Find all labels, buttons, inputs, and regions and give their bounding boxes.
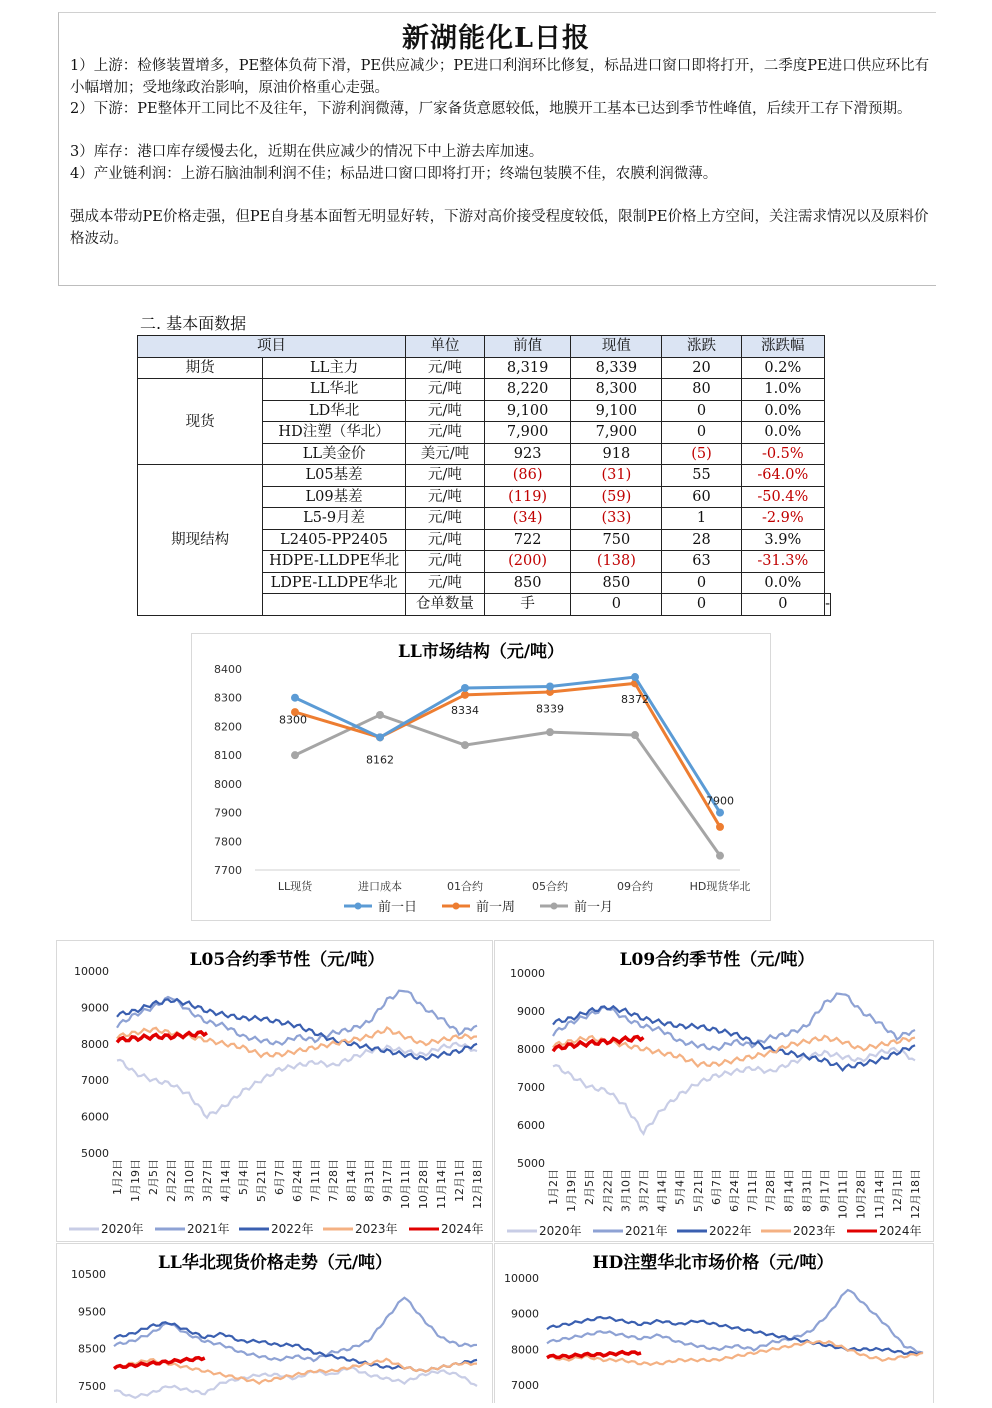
x-tick-label: 6月7日 — [273, 1159, 286, 1195]
legend-label: 前一月 — [574, 900, 614, 915]
cell-curr: 850 — [571, 572, 662, 594]
x-tick-label: 5月21日 — [255, 1159, 268, 1202]
paragraph-upstream: 1）上游：检修装置增多，PE整体负荷下滑，PE供应减少；PE进口利润环比修复，标品进口窗口即将打开，二季度PE进口供应环比有小幅增加；受地缘政治影响，原油价格重心走强。 — [70, 58, 930, 96]
x-tick-label: 3月10日 — [183, 1159, 196, 1202]
fundamental-data-table — [137, 335, 831, 616]
cell-chg: 0 — [741, 594, 825, 616]
x-tick-label: 3月27日 — [637, 1169, 651, 1212]
x-tick-label: 10月11日 — [399, 1159, 412, 1209]
cell-item: LL华北 — [263, 379, 406, 401]
section-heading: 二. 基本面数据 — [140, 314, 247, 333]
x-tick-label: LL现货 — [277, 880, 313, 893]
y-tick-label: 8200 — [214, 720, 242, 734]
x-tick-label: 2月22日 — [165, 1159, 178, 1202]
cell-chg: 20 — [662, 357, 741, 379]
cell-curr: 8,300 — [571, 379, 662, 401]
cell-unit: 元/吨 — [405, 465, 484, 487]
x-tick-label: 8月31日 — [363, 1159, 376, 1202]
cell-unit: 元/吨 — [405, 357, 484, 379]
cell-curr: (31) — [571, 465, 662, 487]
header-item: 项目 — [138, 336, 406, 358]
x-tick-label: 4月14日 — [219, 1159, 232, 1202]
x-tick-label: 01合约 — [447, 880, 483, 893]
data-point — [546, 728, 554, 736]
cell-prev: (34) — [484, 508, 570, 530]
y-tick-label: 7000 — [511, 1379, 539, 1392]
legend-label: 2023年 — [355, 1222, 398, 1236]
x-tick-label: 1月19日 — [565, 1169, 579, 1212]
x-tick-label: 7月28日 — [764, 1169, 778, 1212]
cell-curr: 7,900 — [571, 422, 662, 444]
y-tick-label: 5000 — [517, 1157, 545, 1170]
legend-marker — [355, 903, 362, 910]
ll-north-spot-chart — [56, 1243, 493, 1403]
legend-label: 2024年 — [879, 1224, 922, 1238]
l05-seasonality-chart — [56, 940, 493, 1242]
y-tick-label: 8000 — [511, 1343, 539, 1357]
y-tick-label: 5000 — [81, 1147, 109, 1160]
header-unit: 单位 — [405, 336, 484, 358]
header-prev: 前值 — [484, 336, 570, 358]
y-tick-label: 7700 — [214, 864, 242, 877]
data-point — [716, 809, 724, 817]
market-structure-svg — [192, 634, 770, 920]
x-tick-label: 进口成本 — [358, 880, 402, 893]
y-tick-label: 8000 — [81, 1037, 109, 1051]
y-tick-label: 10000 — [510, 967, 545, 980]
table-row — [138, 357, 831, 379]
cell-chg: 80 — [662, 379, 741, 401]
x-tick-label: 4月14日 — [655, 1169, 669, 1212]
x-tick-label: 2月22日 — [601, 1169, 615, 1212]
x-tick-label: 9月17日 — [381, 1159, 394, 1202]
data-label: 8339 — [536, 702, 564, 716]
y-tick-label: 9500 — [78, 1305, 106, 1319]
cell-pct: -50.4% — [741, 486, 825, 508]
x-tick-label: 1月2日 — [547, 1169, 560, 1205]
x-tick-label: 2月5日 — [583, 1169, 597, 1205]
cell-unit: 元/吨 — [405, 508, 484, 530]
x-tick-label: 7月11日 — [309, 1159, 322, 1202]
cell-unit: 手 — [484, 594, 570, 616]
cell-item: L09基差 — [263, 486, 406, 508]
legend-label: 2022年 — [709, 1224, 752, 1238]
x-tick-label: 2月5日 — [147, 1159, 160, 1195]
data-point — [716, 852, 724, 860]
cell-item: LDPE-LLDPE华北 — [263, 572, 406, 594]
legend-label: 2022年 — [271, 1222, 314, 1236]
cell-unit: 元/吨 — [405, 572, 484, 594]
legend-label: 2021年 — [187, 1222, 230, 1236]
y-tick-label: 10000 — [504, 1272, 539, 1285]
group-futures: 期货 — [138, 357, 263, 379]
cell-pct: 0.2% — [741, 357, 825, 379]
cell-pct: 0.0% — [741, 422, 825, 444]
cell-item: L5-9月差 — [263, 508, 406, 530]
cell-item: HDPE-LLDPE华北 — [263, 551, 406, 573]
cell-prev: 8,319 — [484, 357, 570, 379]
y-tick-label: 8000 — [517, 1043, 545, 1056]
cell-unit: 元/吨 — [405, 400, 484, 422]
data-point — [461, 684, 469, 692]
data-point — [291, 694, 299, 702]
legend-label: 2023年 — [793, 1224, 836, 1238]
data-point — [461, 741, 469, 749]
data-point — [631, 673, 639, 681]
y-tick-label: 10000 — [74, 965, 109, 978]
legend-marker — [453, 903, 460, 910]
legend-label: 2024年 — [441, 1222, 484, 1236]
data-point — [291, 751, 299, 759]
group-blank — [263, 594, 406, 616]
x-tick-label: 3月27日 — [201, 1159, 214, 1202]
series-line — [295, 683, 720, 827]
y-tick-label: 7000 — [517, 1081, 545, 1094]
x-tick-label: 7月11日 — [746, 1169, 760, 1212]
cell-curr: (138) — [571, 551, 662, 573]
cell-curr: 0 — [662, 594, 741, 616]
data-point — [461, 691, 469, 699]
cell-prev: 923 — [484, 443, 570, 465]
y-tick-label: 9000 — [517, 1005, 545, 1018]
x-tick-label: 3月10日 — [619, 1169, 633, 1212]
y-tick-label: 8000 — [214, 777, 242, 791]
l05-seasonality-svg — [57, 941, 492, 1241]
chart-title: LL市场结构（元/吨） — [397, 642, 565, 662]
series-line — [295, 715, 720, 856]
y-tick-label: 8300 — [214, 691, 242, 705]
x-tick-label: 1月2日 — [111, 1159, 124, 1195]
cell-unit: 美元/吨 — [405, 443, 484, 465]
cell-chg: (5) — [662, 443, 741, 465]
cell-chg: 0 — [662, 422, 741, 444]
series-line — [547, 1352, 641, 1358]
y-tick-label: 8100 — [214, 749, 242, 763]
cell-item: L05基差 — [263, 465, 406, 487]
cell-curr: 750 — [571, 529, 662, 551]
cell-prev: 9,100 — [484, 400, 570, 422]
x-tick-label: 12月1日 — [453, 1159, 466, 1202]
cell-chg: 0 — [662, 572, 741, 594]
paragraph-profit: 4）产业链利润：上游石脑油制利润不佳；标品进口窗口即将打开；终端包装膜不佳，农膜利润微薄。 — [70, 166, 718, 182]
header-change-pct: 涨跌幅 — [741, 336, 825, 358]
hd-injection-svg — [495, 1244, 933, 1404]
legend-marker — [551, 903, 558, 910]
cell-prev: (86) — [484, 465, 570, 487]
cell-chg: 60 — [662, 486, 741, 508]
cell-unit: 元/吨 — [405, 379, 484, 401]
data-label: 8372 — [621, 693, 649, 707]
x-tick-label: 6月24日 — [291, 1159, 304, 1202]
x-tick-label: 12月18日 — [471, 1159, 484, 1209]
y-tick-label: 9000 — [81, 1001, 109, 1015]
cell-prev: 0 — [571, 594, 662, 616]
l09-seasonality-svg — [495, 941, 933, 1241]
x-tick-label: 11月14日 — [435, 1159, 448, 1209]
cell-item: 仓单数量 — [405, 594, 484, 616]
x-tick-label: 05合约 — [532, 880, 568, 893]
cell-prev: (200) — [484, 551, 570, 573]
cell-chg: 1 — [662, 508, 741, 530]
series-line — [114, 1367, 477, 1397]
cell-pct: -2.9% — [741, 508, 825, 530]
legend-label: 2020年 — [539, 1224, 582, 1238]
cell-unit: 元/吨 — [405, 486, 484, 508]
cell-pct: 0.0% — [741, 400, 825, 422]
x-tick-label: 9月17日 — [818, 1169, 832, 1212]
cell-chg: 0 — [662, 400, 741, 422]
group-spot: 现货 — [138, 379, 263, 465]
cell-unit: 元/吨 — [405, 422, 484, 444]
chart-title: L09合约季节性（元/吨） — [619, 950, 815, 970]
cell-item: LL美金价 — [263, 443, 406, 465]
series-line — [547, 1290, 923, 1353]
cell-chg: 63 — [662, 551, 741, 573]
y-tick-label: 10500 — [71, 1268, 106, 1281]
data-label: 8300 — [279, 713, 307, 727]
x-tick-label: 6月7日 — [709, 1169, 723, 1205]
series-line — [547, 1317, 923, 1354]
chart-title: LL华北现货价格走势（元/吨） — [157, 1253, 393, 1273]
cell-prev: 722 — [484, 529, 570, 551]
x-tick-label: 5月4日 — [673, 1169, 687, 1205]
y-tick-label: 9000 — [511, 1307, 539, 1321]
series-line — [295, 677, 720, 813]
y-tick-label: 8400 — [214, 663, 242, 676]
cell-item: LL主力 — [263, 357, 406, 379]
series-line — [117, 1043, 477, 1118]
cell-chg: 28 — [662, 529, 741, 551]
cell-item: LD华北 — [263, 400, 406, 422]
cell-prev: 850 — [484, 572, 570, 594]
chart-title: L05合约季节性（元/吨） — [189, 950, 385, 970]
y-tick-label: 7500 — [78, 1380, 106, 1393]
x-tick-label: 8月14日 — [345, 1159, 358, 1202]
paragraph-conclusion: 强成本带动PE价格走强，但PE自身基本面暂无明显好转，下游对高价接受程度较低，限制PE价格上方空间，关注需求情况以及原料价格波动。 — [70, 209, 929, 247]
l09-seasonality-chart — [494, 940, 934, 1242]
y-tick-label: 8500 — [78, 1342, 106, 1356]
legend-label: 前一周 — [476, 900, 516, 915]
group-structure: 期现结构 — [138, 465, 263, 616]
data-point — [716, 823, 724, 831]
x-tick-label: 5月4日 — [237, 1159, 250, 1195]
header-curr: 现值 — [571, 336, 662, 358]
header-change: 涨跌 — [662, 336, 741, 358]
cell-curr: (33) — [571, 508, 662, 530]
y-tick-label: 7900 — [214, 806, 242, 820]
cell-pct: 1.0% — [741, 379, 825, 401]
chart-title: HD注塑华北市场价格（元/吨） — [592, 1253, 834, 1273]
data-label: 8162 — [366, 753, 394, 767]
x-tick-label: 12月1日 — [890, 1169, 904, 1212]
data-point — [376, 711, 384, 719]
legend-label: 2020年 — [101, 1222, 144, 1236]
cell-prev: 8,220 — [484, 379, 570, 401]
series-line — [553, 1037, 644, 1052]
data-point — [376, 733, 384, 741]
x-tick-label: 11月14日 — [872, 1169, 886, 1219]
y-tick-label: 7000 — [81, 1074, 109, 1088]
x-tick-label: 12月18日 — [909, 1169, 922, 1219]
x-tick-label: 5月21日 — [691, 1169, 705, 1212]
cell-prev: (119) — [484, 486, 570, 508]
data-label: 8334 — [451, 703, 479, 717]
cell-unit: 元/吨 — [405, 529, 484, 551]
cell-curr: 8,339 — [571, 357, 662, 379]
x-tick-label: 6月24日 — [728, 1169, 741, 1212]
ll-north-spot-svg — [57, 1244, 492, 1404]
x-tick-label: 10月28日 — [854, 1169, 868, 1219]
legend-label: 前一日 — [378, 900, 418, 915]
x-tick-label: 8月14日 — [782, 1169, 796, 1212]
data-point — [631, 731, 639, 739]
cell-prev: 7,900 — [484, 422, 570, 444]
cell-pct: - — [825, 594, 831, 616]
paragraph-inventory: 3）库存：港口库存缓慢去化，近期在供应减少的情况下中上游去库加速。 — [70, 144, 544, 160]
legend-label: 2021年 — [625, 1224, 668, 1238]
x-tick-label: 8月31日 — [800, 1169, 814, 1212]
x-tick-label: 09合约 — [617, 880, 653, 893]
cell-pct: -0.5% — [741, 443, 825, 465]
cell-pct: 0.0% — [741, 572, 825, 594]
cell-pct: -64.0% — [741, 465, 825, 487]
cell-curr: 918 — [571, 443, 662, 465]
paragraph-downstream: 2）下游：PE整体开工同比不及往年，下游利润微薄，厂家备货意愿较低，地膜开工基本已达到季节性峰值，后续开工存下滑预期。 — [70, 101, 912, 117]
x-tick-label: 10月28日 — [417, 1159, 430, 1209]
table-header-row — [138, 336, 831, 358]
cell-curr: 9,100 — [571, 400, 662, 422]
y-tick-label: 7800 — [214, 835, 242, 849]
cell-item: HD注塑（华北） — [263, 422, 406, 444]
y-tick-label: 6000 — [81, 1110, 109, 1124]
series-line — [114, 1298, 477, 1361]
x-tick-label: 7月28日 — [327, 1159, 340, 1202]
report-title: 新湖能化L日报 — [402, 23, 590, 54]
table-row — [138, 379, 831, 401]
x-tick-label: 1月19日 — [129, 1159, 142, 1202]
cell-chg: 55 — [662, 465, 741, 487]
cell-curr: (59) — [571, 486, 662, 508]
cell-item: L2405-PP2405 — [263, 529, 406, 551]
table-row — [138, 465, 831, 487]
data-point — [546, 683, 554, 691]
cell-unit: 元/吨 — [405, 551, 484, 573]
y-tick-label: 6000 — [517, 1119, 545, 1132]
hd-injection-chart — [494, 1243, 934, 1403]
cell-pct: 3.9% — [741, 529, 825, 551]
data-label: 7900 — [706, 794, 734, 808]
market-structure-chart — [191, 633, 771, 921]
x-tick-label: 10月11日 — [836, 1169, 850, 1219]
x-tick-label: HD现货华北 — [689, 880, 751, 893]
cell-pct: -31.3% — [741, 551, 825, 573]
